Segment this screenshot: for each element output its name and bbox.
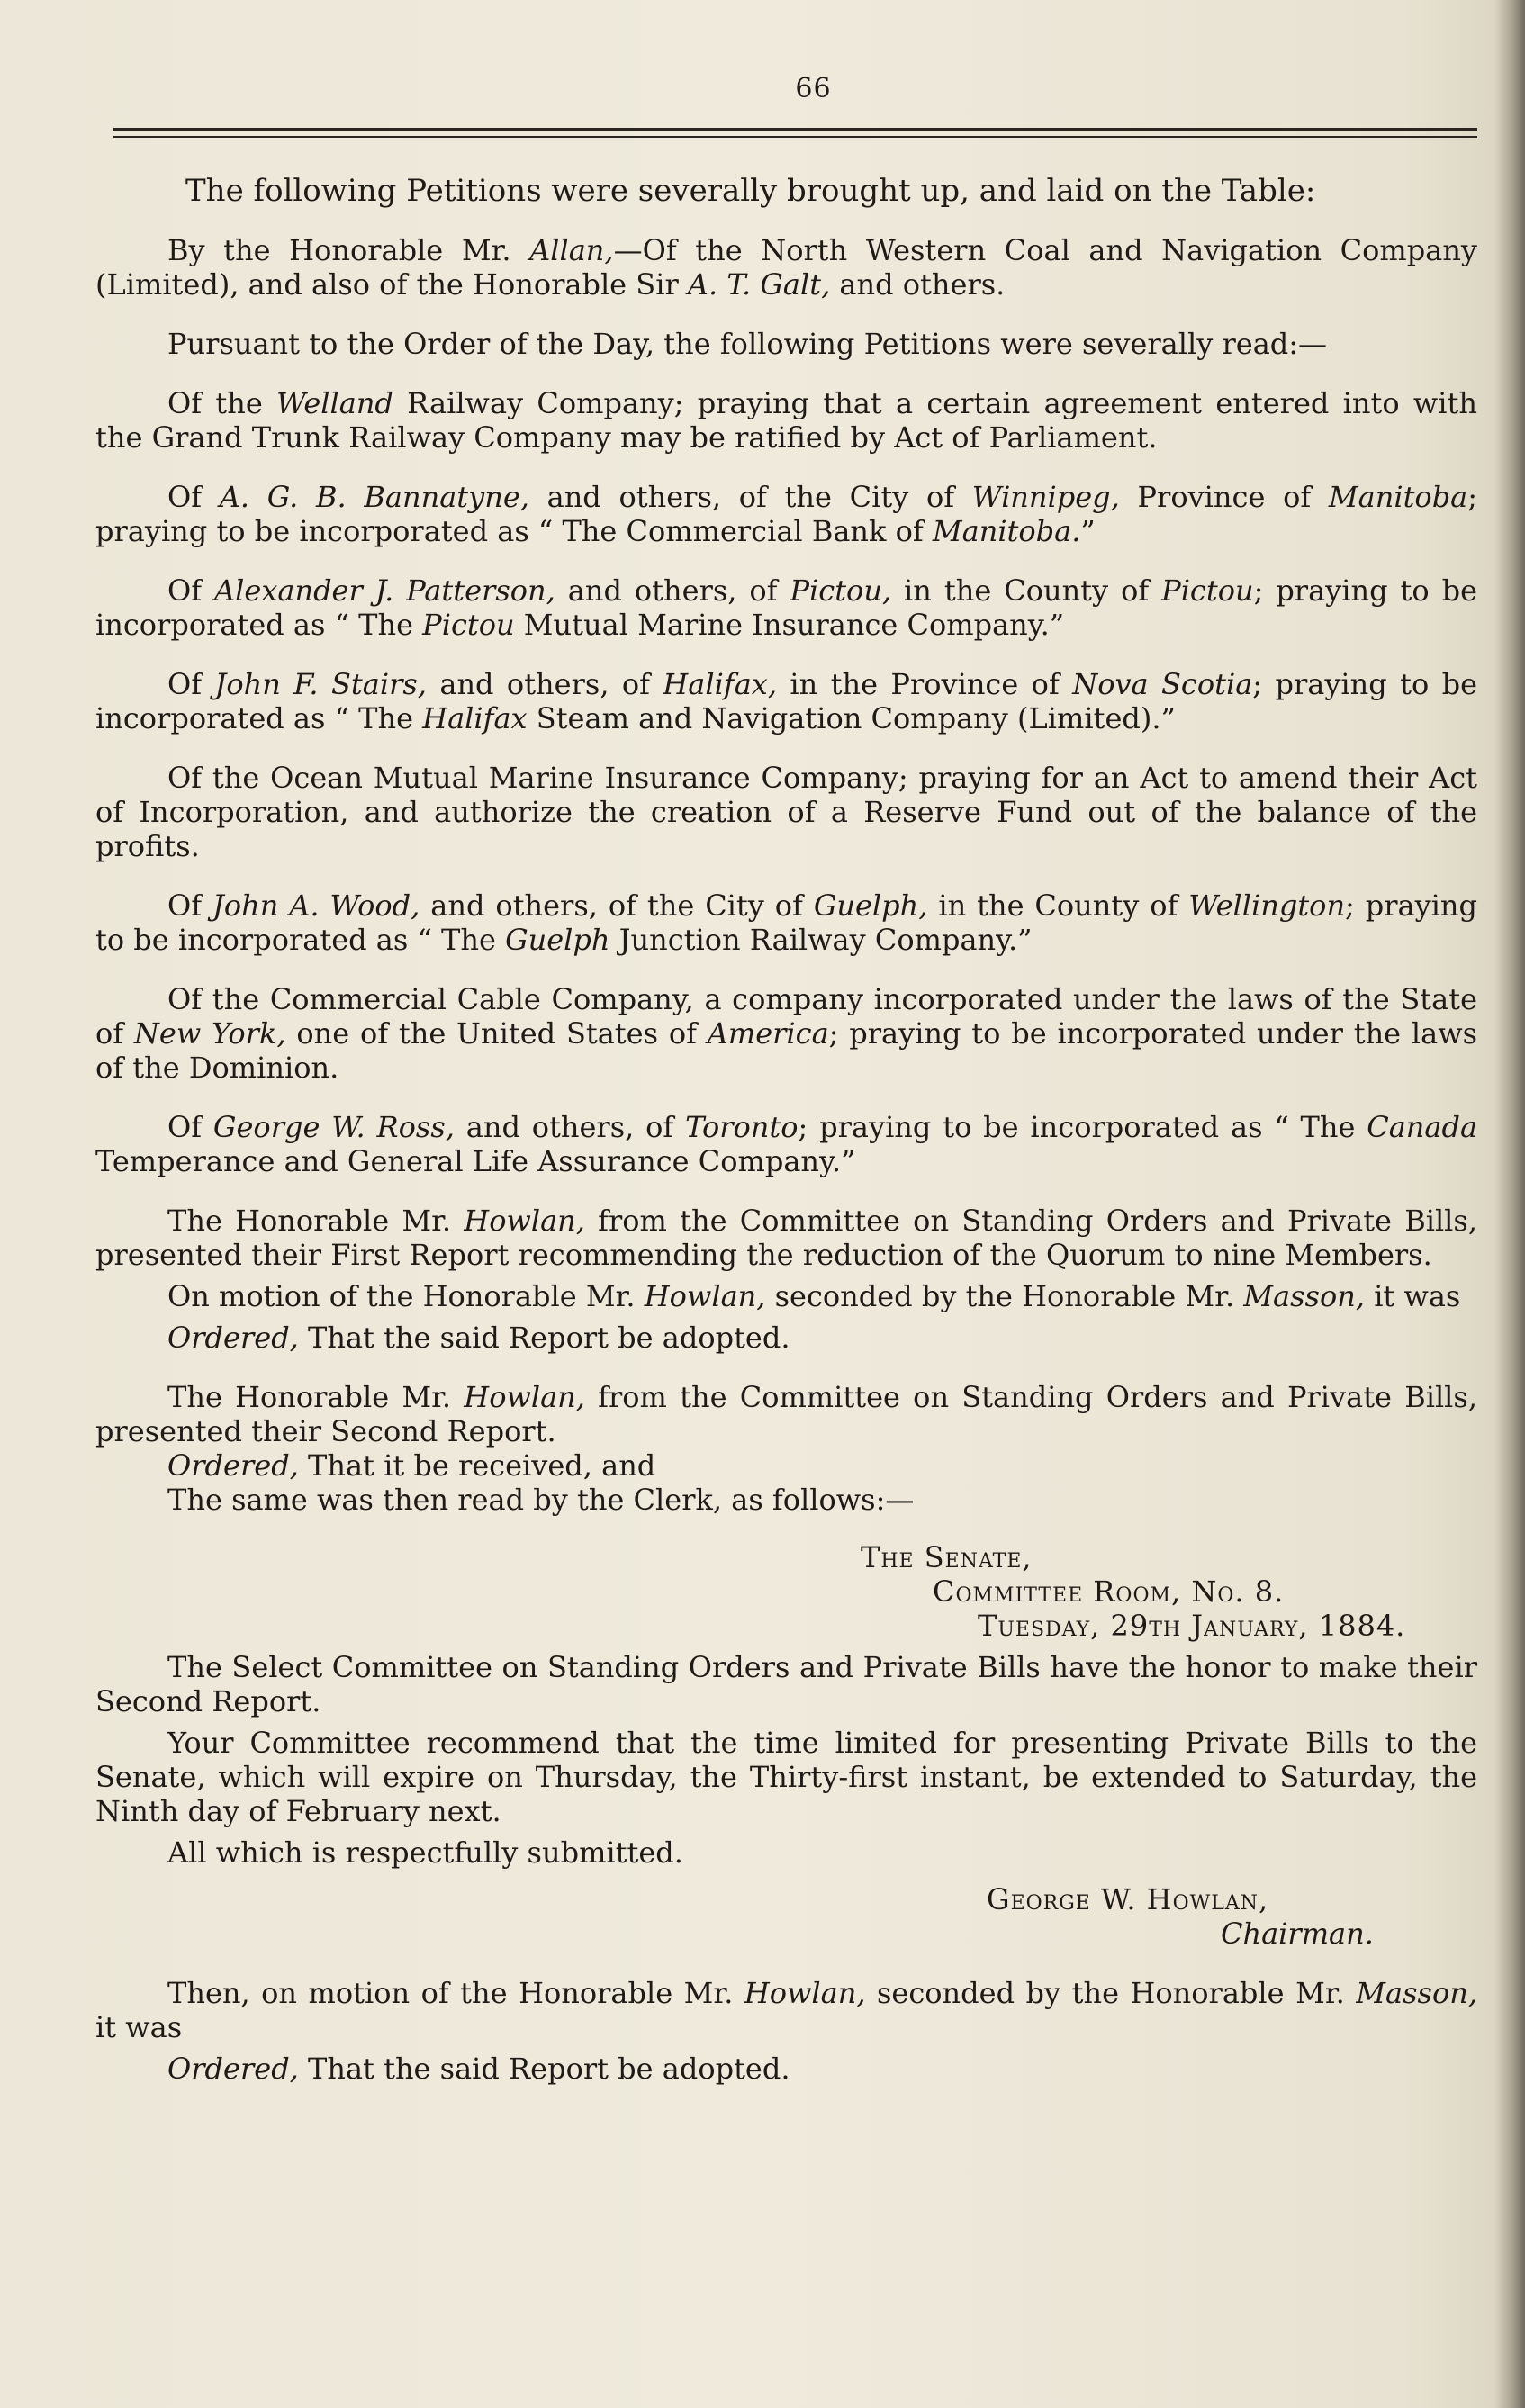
petition-stairs: Of John F. Stairs, and others, of Halifax, in the Province of Nova Scotia; praying to be incorporated as “ The Halifax Steam and Navigation Company (Limited).” bbox=[95, 667, 1478, 735]
petition-bannatyne: Of A. G. B. Bannatyne, and others, of the City of Winnipeg, Province of Manitoba; praying to be incorporated as “ The Commercial Bank of Manitoba.” bbox=[95, 480, 1478, 548]
petition-ross: Of George W. Ross, and others, of Toronto; praying to be incorporated as “ The Canada Temperance and General Life Assurance Company.” bbox=[95, 1110, 1478, 1178]
report-header-senate: The Senate, bbox=[861, 1540, 1033, 1574]
header-rule-bottom bbox=[113, 136, 1477, 138]
signature-title: Chairman. bbox=[1221, 1916, 1374, 1951]
petition-patterson: Of Alexander J. Patterson, and others, of Pictou, in the County of Pictou; praying to be incorporated as “ The Pictou Mutual Marine Insurance Company.” bbox=[95, 573, 1478, 642]
binding-shadow bbox=[1494, 0, 1525, 2408]
pursuant-paragraph: Pursuant to the Order of the Day, the following Petitions were severally read:— bbox=[167, 327, 1328, 361]
motion-first-report: On motion of the Honorable Mr. Howlan, seconded by the Honorable Mr. Masson, it was bbox=[167, 1279, 1461, 1313]
report-header-date: Tuesday, 29th January, 1884. bbox=[978, 1609, 1406, 1643]
page-number: 66 bbox=[795, 73, 832, 104]
header-rule-top bbox=[113, 128, 1477, 131]
intro-paragraph: The following Petitions were severally brought up, and laid on the Table: bbox=[185, 173, 1316, 209]
motion-second-report: Then, on motion of the Honorable Mr. Howlan, seconded by the Honorable Mr. Masson, it was bbox=[95, 1976, 1478, 2044]
first-report-paragraph: The Honorable Mr. Howlan, from the Committee on Standing Orders and Private Bills, presented their First Report recommending the reduction of the Quorum to nine Members. bbox=[95, 1204, 1478, 1272]
ordered-received: Ordered, That it be received, and bbox=[167, 1448, 656, 1483]
petition-allan: By the Honorable Mr. Allan,—Of the North Western Coal and Navigation Company (Limited), and also of the Honorable Sir A. T. Galt, and others. bbox=[95, 233, 1478, 302]
ordered-first-report: Ordered, That the said Report be adopted. bbox=[167, 1321, 790, 1355]
report-header-room: Committee Room, No. 8. bbox=[933, 1574, 1285, 1609]
petition-commercial-cable: Of the Commercial Cable Company, a company incorporated under the laws of the State of New York, one of the United States of America; praying to be incorporated under the laws of the Dominion. bbox=[95, 982, 1478, 1085]
second-report-paragraph: The Honorable Mr. Howlan, from the Committee on Standing Orders and Private Bills, presented their Second Report. bbox=[95, 1380, 1478, 1448]
petition-wood: Of John A. Wood, and others, of the City of Guelph, in the County of Wellington; praying to be incorporated as “ The Guelph Junction Railway Company.” bbox=[95, 888, 1478, 957]
report-body-paragraph-3: All which is respectfully submitted. bbox=[167, 1835, 683, 1870]
petition-welland: Of the Welland Railway Company; praying that a certain agreement entered into with the Grand Trunk Railway Company may be ratified by Act of Parliament. bbox=[95, 386, 1478, 455]
read-by-clerk: The same was then read by the Clerk, as follows:— bbox=[167, 1483, 915, 1517]
ordered-second-report: Ordered, That the said Report be adopted. bbox=[167, 2052, 790, 2086]
report-body-paragraph-2: Your Committee recommend that the time limited for presenting Private Bills to the Senate, which will expire on Thursday, the Thirty-first instant, be extended to Saturday, the Ninth day of February next. bbox=[95, 1726, 1477, 1828]
page-content bbox=[95, 72, 1477, 2086]
report-body-paragraph-1: The Select Committee on Standing Orders and Private Bills have the honor to make their Second Report. bbox=[95, 1650, 1477, 1718]
signature-name: George W. Howlan, bbox=[987, 1882, 1269, 1916]
petition-ocean-mutual: Of the Ocean Mutual Marine Insurance Company; praying for an Act to amend their Act of Incorporation, and authorize the creation of a Reserve Fund out of the balance of the profits. bbox=[95, 761, 1477, 863]
